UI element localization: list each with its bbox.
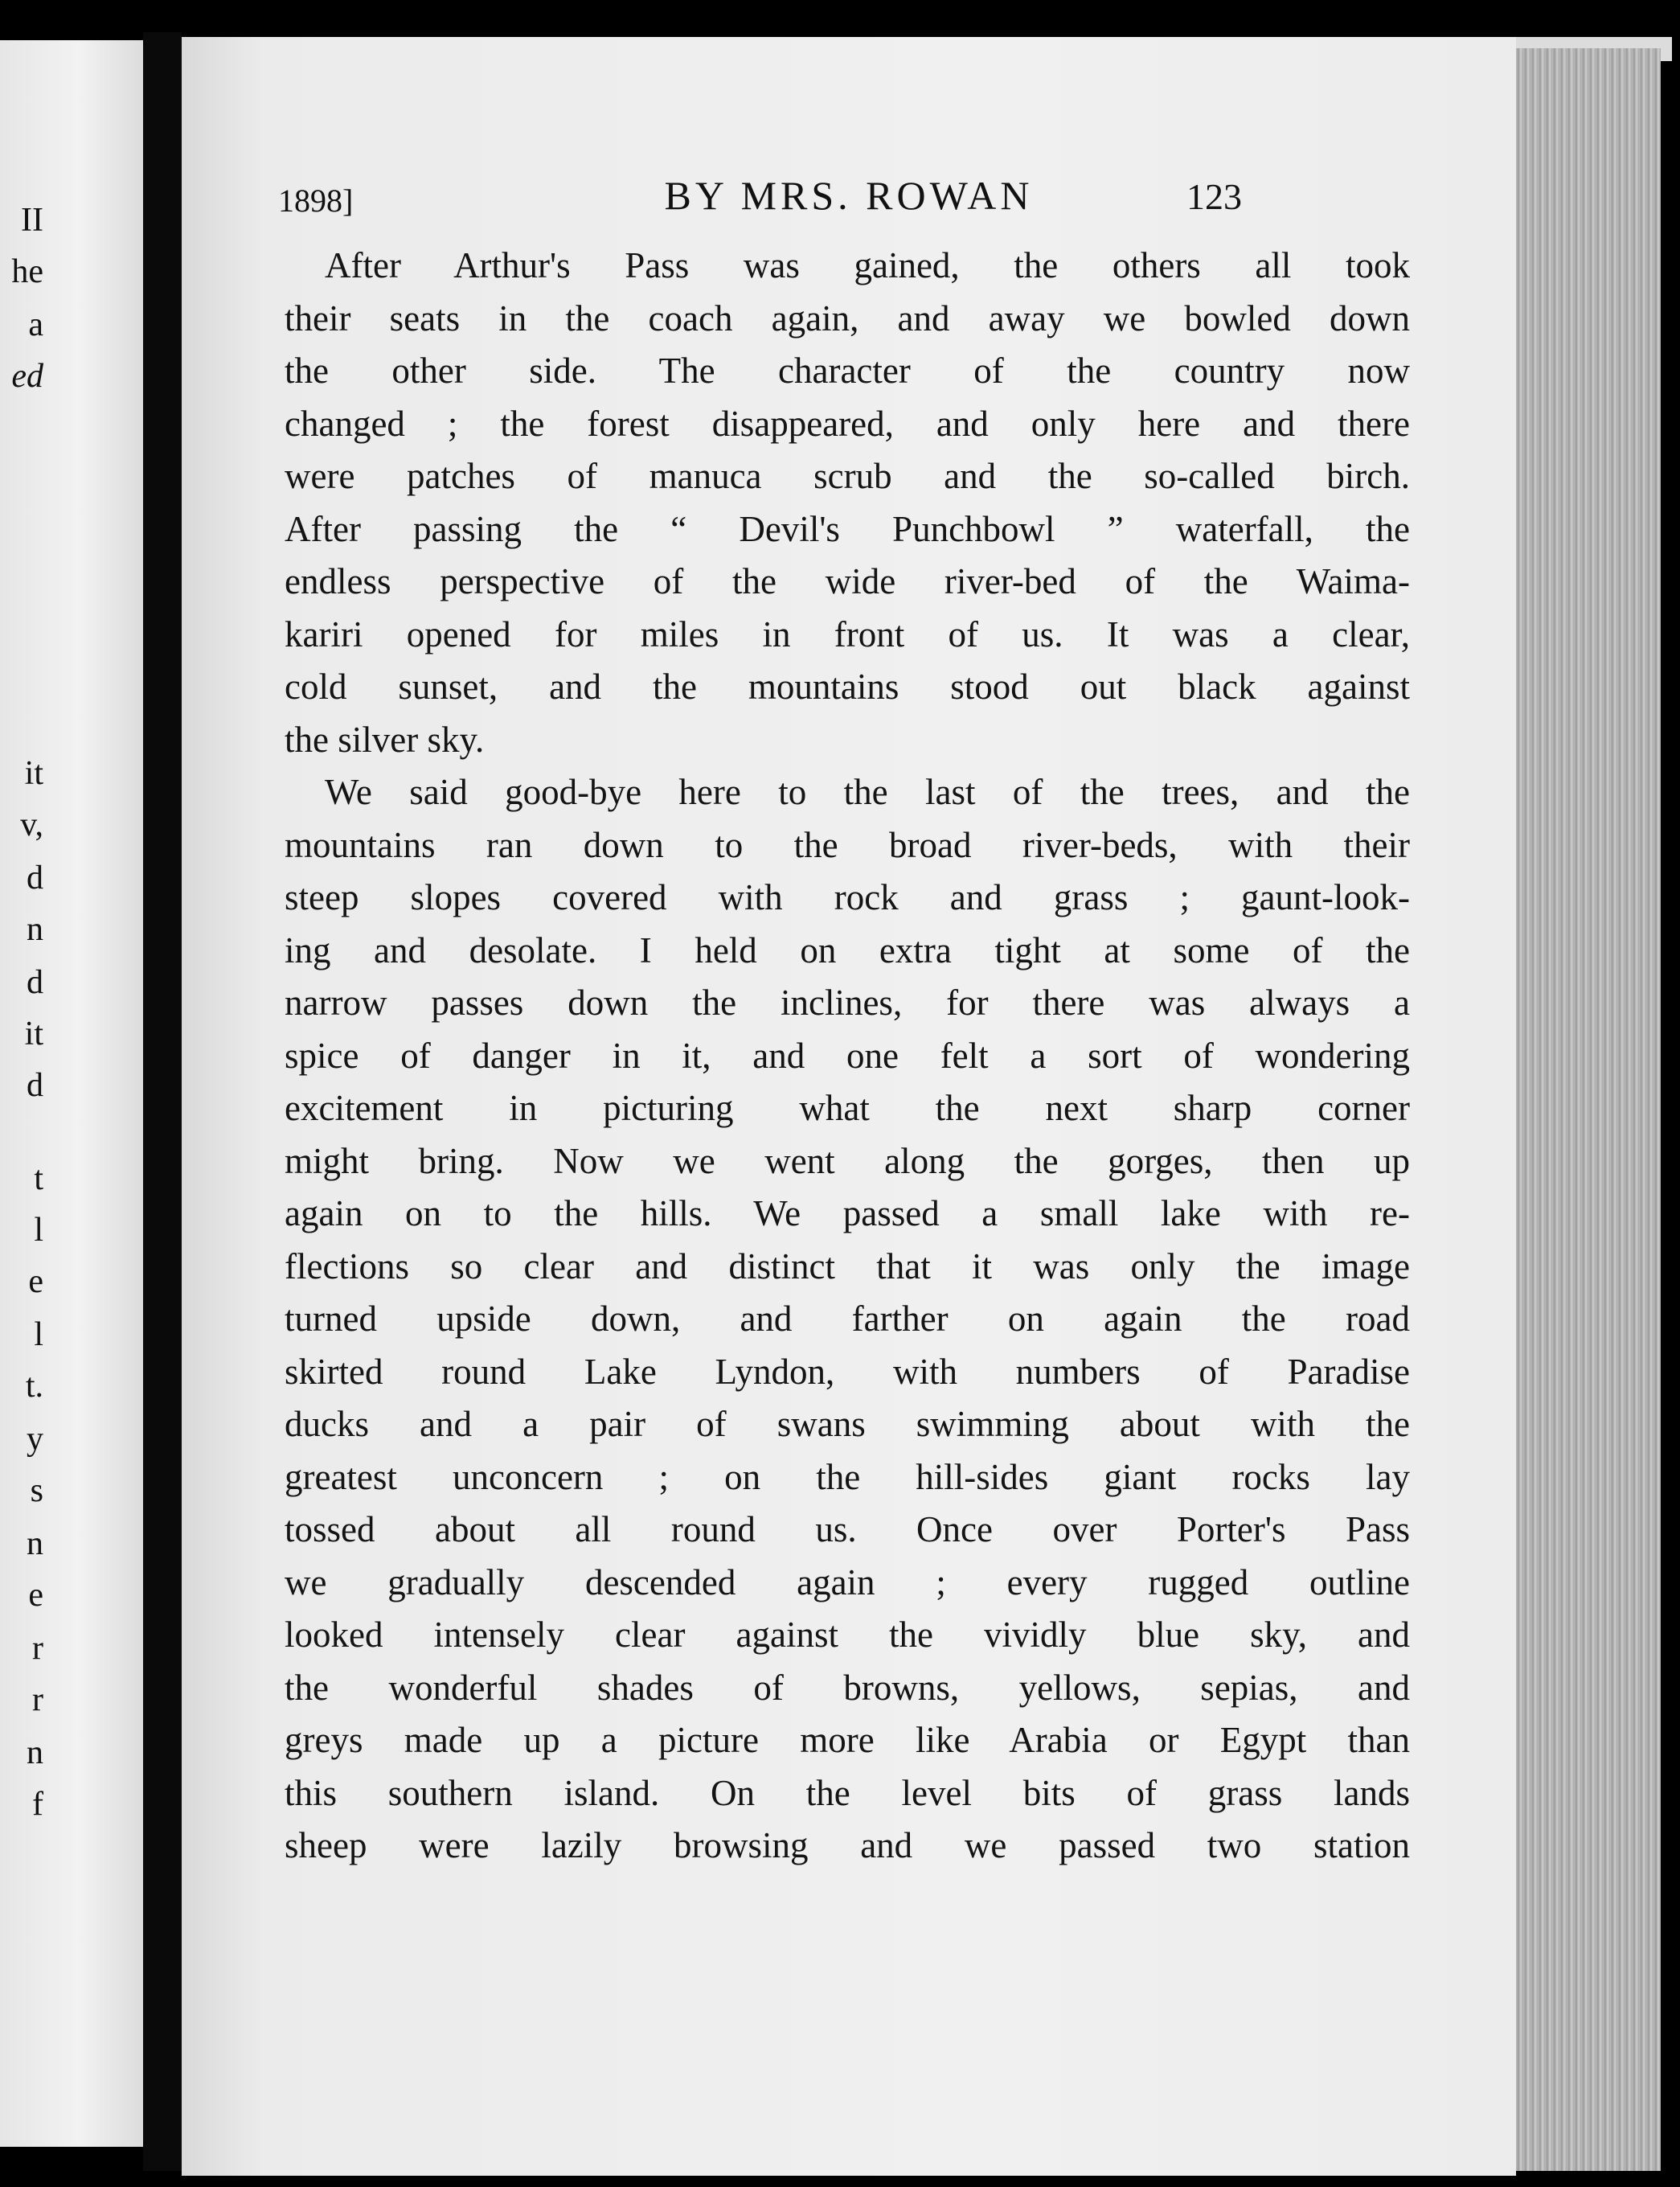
page-edges [1516,48,1661,2171]
text-line: their seats in the coach again, and away we bowled down [285,297,1410,339]
fragment-text: e [28,1577,43,1614]
text-line: might bring. Now we went along the gorges, then up [285,1140,1410,1181]
text-line: endless perspective of the wide river-bed of the Waima- [285,561,1410,601]
text-line: ing and desolate. I held on extra tight at some of the [285,929,1410,970]
book-page [182,37,1516,2176]
text-line: sheep were lazily browsing and we passed two station [285,1825,1410,1865]
text-line: greatest unconcern ; on the hill-sides giant rocks lay [285,1456,1410,1497]
fragment-text: d [27,964,43,1001]
fragment-text: s [30,1472,43,1509]
text-line: we gradually descended again ; every rugged outline [285,1561,1410,1602]
header-date: 1898] [278,183,354,219]
fragment-text: II [21,202,43,239]
page-number: 123 [1186,176,1242,217]
text-line: the other side. The character of the country now [285,351,1410,391]
fragment-text: a [28,306,43,343]
text-line: steep slopes covered with rock and grass ; gaunt-look- [285,877,1410,917]
body-text [285,240,1410,1873]
fragment-text: e [28,1263,43,1300]
paragraph [285,766,1410,1873]
text-line: excitement in picturing what the next sharp corner [285,1088,1410,1128]
text-line: the wonderful shades of browns, yellows, sepias, and [285,1667,1410,1708]
fragment-text: t [34,1160,43,1197]
paragraph [285,240,1410,766]
fragment-text: n [27,1734,43,1771]
text-line: After passing the “ Devil's Punchbowl ” waterfall, the [285,508,1410,549]
text-line: the silver sky. [285,719,485,760]
text-line: ducks and a pair of swans swimming about with the [285,1404,1410,1444]
text-line: greys made up a picture more like Arabia or Egypt than [285,1720,1410,1760]
fragment-text: r [32,1630,43,1667]
fragment-text: v, [20,806,43,843]
fragment-text: d [27,860,43,897]
text-line: looked intensely clear against the vividly blue sky, and [285,1615,1410,1655]
fragment-text: l [34,1212,43,1249]
fragment-text: it [24,755,43,792]
fragment-text: t. [25,1368,43,1405]
previous-page-strip [0,40,143,2147]
text-line: cold sunset, and the mountains stood out black against [285,667,1410,707]
text-line: We said good-bye here to the last of the trees, and the [325,772,1410,812]
fragment-text: l [34,1316,43,1353]
previous-page-fragments [0,201,48,2131]
header-title: BY MRS. ROWAN [664,173,1034,218]
text-line: again on to the hills. We passed a small lake with re- [285,1193,1410,1233]
text-line: narrow passes down the inclines, for there was always a [285,983,1410,1023]
text-line: mountains ran down to the broad river-beds, with their [285,824,1410,865]
fragment-text: n [27,1525,43,1562]
text-line: skirted round Lake Lyndon, with numbers of Paradise [285,1351,1410,1392]
fragment-text: y [27,1421,43,1458]
fragment-text: he [11,253,43,290]
fragment-text: n [27,911,43,948]
fragment-text: r [32,1681,43,1718]
text-line: turned upside down, and farther on again the road [285,1299,1410,1339]
text-line: spice of danger in it, and one felt a sort of wondering [285,1035,1410,1076]
fragment-text: ed [11,358,43,395]
fragment-text: d [27,1067,43,1104]
text-line: After Arthur's Pass was gained, the others all took [325,245,1410,285]
text-line: tossed about all round us. Once over Porter's Pass [285,1509,1410,1549]
text-line: this southern island. On the level bits of grass lands [285,1772,1410,1813]
text-line: were patches of manuca scrub and the so-called birch. [285,456,1410,496]
text-line: flections so clear and distinct that it was only the image [285,1245,1410,1286]
fragment-text: it [24,1016,43,1052]
fragment-text: f [32,1786,43,1823]
book-gutter [143,32,182,2171]
text-line: kariri opened for miles in front of us. It was a clear, [285,613,1410,654]
text-line: changed ; the forest disappeared, and only here and there [285,403,1410,444]
